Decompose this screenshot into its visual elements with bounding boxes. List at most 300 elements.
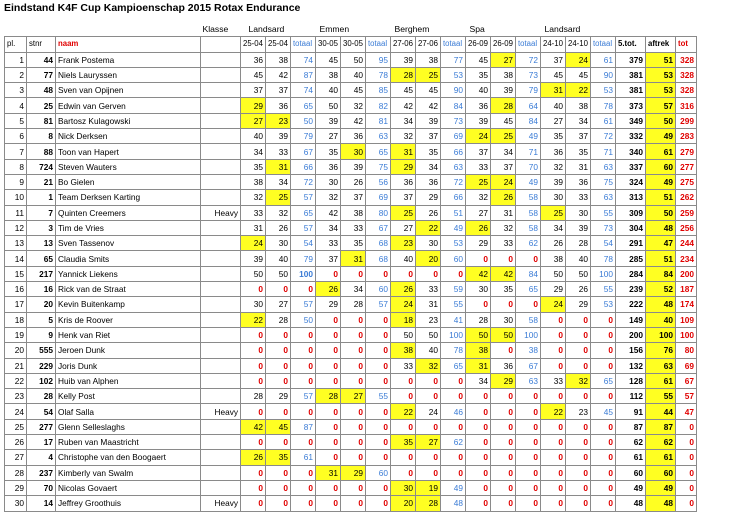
driver-name-cell: Quinten Creemers	[56, 205, 201, 220]
deduction-cell: 62	[646, 435, 676, 450]
table-row	[5, 205, 697, 220]
final-total-cell: 244	[676, 236, 697, 251]
race-score-cell: 40	[466, 83, 491, 98]
race-score-cell: 28	[566, 236, 591, 251]
venue-total-cell: 0	[591, 480, 616, 495]
venue-total-cell: 53	[441, 67, 466, 82]
race-score-cell: 0	[541, 465, 566, 480]
spacer-cell	[646, 22, 676, 37]
five-total-cell: 284	[616, 266, 646, 281]
venue-total-cell: 57	[291, 297, 316, 312]
final-total-cell: 200	[676, 266, 697, 281]
venue-total-cell: 71	[516, 144, 541, 159]
race-score-cell: 39	[316, 113, 341, 128]
start-number-cell: 54	[27, 404, 56, 419]
start-number-cell: 16	[27, 282, 56, 297]
driver-name-cell: Joris Dunk	[56, 358, 201, 373]
race-score-cell: 42	[491, 266, 516, 281]
place-cell: 8	[5, 159, 27, 174]
five-total-cell: 128	[616, 373, 646, 388]
race-score-cell: 37	[316, 251, 341, 266]
column-header-row	[5, 37, 697, 52]
race-score-cell: 33	[466, 159, 491, 174]
venue-total-cell: 53	[591, 83, 616, 98]
race-score-cell: 0	[316, 450, 341, 465]
race-score-cell: 30	[491, 312, 516, 327]
venue-total-cell: 0	[441, 389, 466, 404]
venue-total-cell: 70	[516, 159, 541, 174]
race-score-cell: 35	[241, 159, 266, 174]
final-total-cell: 187	[676, 282, 697, 297]
column-header: 30-05	[341, 37, 366, 52]
venue-total-cell: 57	[291, 220, 316, 235]
deduction-cell: 49	[646, 174, 676, 189]
five-total-cell: 60	[616, 465, 646, 480]
race-score-cell: 26	[541, 236, 566, 251]
table-row	[5, 450, 697, 465]
race-score-cell: 37	[241, 83, 266, 98]
race-score-cell: 34	[316, 220, 341, 235]
driver-name-cell: Niels Lauryssen	[56, 67, 201, 82]
venue-total-cell: 0	[591, 358, 616, 373]
deduction-cell: 47	[646, 236, 676, 251]
venue-total-cell: 84	[441, 98, 466, 113]
race-score-cell: 0	[541, 496, 566, 511]
column-header: 26-09	[466, 37, 491, 52]
final-total-cell: 47	[676, 404, 697, 419]
race-score-cell: 0	[341, 496, 366, 511]
driver-name-cell: Henk van Riet	[56, 327, 201, 342]
race-score-cell: 39	[241, 251, 266, 266]
race-score-cell: 50	[391, 327, 416, 342]
race-score-cell: 0	[266, 480, 291, 495]
race-score-cell: 35	[491, 282, 516, 297]
venue-total-cell: 66	[441, 190, 466, 205]
deduction-cell: 53	[646, 67, 676, 82]
class-cell	[201, 113, 241, 128]
venue-total-cell: 38	[516, 343, 541, 358]
race-score-cell: 45	[341, 83, 366, 98]
race-score-cell: 0	[341, 373, 366, 388]
race-score-cell: 38	[416, 52, 441, 67]
venue-total-cell: 60	[366, 465, 391, 480]
race-score-cell: 36	[491, 358, 516, 373]
race-score-cell: 27	[316, 129, 341, 144]
venue-total-cell: 0	[366, 358, 391, 373]
race-score-cell: 40	[266, 251, 291, 266]
race-score-cell: 32	[391, 129, 416, 144]
race-score-cell: 36	[416, 174, 441, 189]
venue-total-cell: 54	[291, 236, 316, 251]
race-score-cell: 39	[341, 159, 366, 174]
race-score-cell: 38	[316, 67, 341, 82]
venue-total-cell: 0	[291, 496, 316, 511]
venue-total-cell: 55	[591, 282, 616, 297]
class-cell	[201, 358, 241, 373]
venue-total-cell: 75	[366, 159, 391, 174]
venue-total-cell: 82	[366, 98, 391, 113]
race-score-cell: 38	[466, 343, 491, 358]
driver-name-cell: Christophe van den Boogaert	[56, 450, 201, 465]
race-score-cell: 28	[416, 496, 441, 511]
venue-total-cell: 0	[591, 389, 616, 404]
race-score-cell: 0	[391, 465, 416, 480]
final-total-cell: 299	[676, 113, 697, 128]
start-number-cell: 70	[27, 480, 56, 495]
race-score-cell: 37	[466, 144, 491, 159]
place-cell: 10	[5, 190, 27, 205]
race-score-cell: 27	[491, 52, 516, 67]
race-score-cell: 30	[566, 205, 591, 220]
race-score-cell: 26	[391, 282, 416, 297]
venue-total-cell: 45	[591, 404, 616, 419]
race-score-cell: 31	[466, 358, 491, 373]
place-cell: 3	[5, 83, 27, 98]
table-row	[5, 373, 697, 388]
venue-total-cell: 0	[366, 496, 391, 511]
race-score-cell: 0	[566, 465, 591, 480]
venue-total-cell: 90	[441, 83, 466, 98]
race-score-cell: 26	[566, 282, 591, 297]
race-score-cell: 25	[266, 190, 291, 205]
race-score-cell: 25	[491, 129, 516, 144]
start-number-cell: 217	[27, 266, 56, 281]
race-score-cell: 0	[316, 266, 341, 281]
venue-total-cell: 100	[591, 266, 616, 281]
race-score-cell: 0	[491, 251, 516, 266]
five-total-cell: 222	[616, 297, 646, 312]
race-score-cell: 32	[416, 358, 441, 373]
race-score-cell: 24	[466, 129, 491, 144]
table-row	[5, 251, 697, 266]
race-score-cell: 33	[316, 236, 341, 251]
table-row	[5, 435, 697, 450]
venue-total-cell: 0	[591, 450, 616, 465]
place-cell: 11	[5, 205, 27, 220]
venue-total-cell: 58	[516, 205, 541, 220]
venue-total-cell: 80	[366, 205, 391, 220]
race-score-cell: 23	[266, 113, 291, 128]
start-number-cell: 229	[27, 358, 56, 373]
race-score-cell: 26	[491, 190, 516, 205]
race-score-cell: 0	[391, 419, 416, 434]
klasse-header: Klasse	[202, 24, 229, 35]
deduction-cell: 48	[646, 220, 676, 235]
driver-name-cell: Yannick Liekens	[56, 266, 201, 281]
table-row	[5, 496, 697, 511]
spacer-cell	[676, 22, 697, 37]
place-cell: 24	[5, 404, 27, 419]
race-score-cell: 0	[541, 358, 566, 373]
table-row	[5, 67, 697, 82]
race-score-cell: 31	[241, 220, 266, 235]
race-score-cell: 38	[566, 98, 591, 113]
final-total-cell: 0	[676, 419, 697, 434]
race-score-cell: 26	[266, 220, 291, 235]
venue-total-cell: 0	[366, 404, 391, 419]
start-number-cell: 21	[27, 174, 56, 189]
race-score-cell: 0	[466, 251, 491, 266]
venue-total-cell: 65	[291, 205, 316, 220]
venue-total-cell: 74	[291, 83, 316, 98]
venue-total-cell: 84	[516, 113, 541, 128]
race-score-cell: 35	[566, 144, 591, 159]
start-number-cell: 7	[27, 205, 56, 220]
race-score-cell: 0	[566, 450, 591, 465]
race-score-cell: 0	[266, 327, 291, 342]
start-number-cell: 9	[27, 327, 56, 342]
final-total-cell: 100	[676, 327, 697, 342]
start-number-cell: 724	[27, 159, 56, 174]
race-score-cell: 0	[266, 465, 291, 480]
race-score-cell: 50	[416, 327, 441, 342]
race-score-cell: 50	[541, 266, 566, 281]
race-score-cell: 0	[316, 327, 341, 342]
table-row	[5, 159, 697, 174]
place-cell: 7	[5, 144, 27, 159]
deduction-cell: 52	[646, 282, 676, 297]
race-score-cell: 0	[566, 312, 591, 327]
column-header: totaal	[591, 37, 616, 52]
venue-total-cell: 68	[366, 236, 391, 251]
race-score-cell: 0	[541, 327, 566, 342]
race-score-cell: 0	[491, 465, 516, 480]
race-score-cell: 30	[391, 480, 416, 495]
race-score-cell: 25	[541, 205, 566, 220]
race-score-cell: 42	[416, 98, 441, 113]
venue-total-cell: 87	[291, 419, 316, 434]
race-score-cell: 0	[416, 389, 441, 404]
race-score-cell: 0	[541, 343, 566, 358]
race-score-cell: 0	[416, 419, 441, 434]
race-score-cell: 45	[266, 419, 291, 434]
venue-total-cell: 100	[516, 327, 541, 342]
venue-total-cell: 46	[441, 404, 466, 419]
start-number-cell: 3	[27, 220, 56, 235]
race-score-cell: 0	[266, 358, 291, 373]
race-score-cell: 50	[316, 98, 341, 113]
race-score-cell: 22	[241, 312, 266, 327]
race-score-cell: 0	[341, 419, 366, 434]
driver-name-cell: Kris de Roover	[56, 312, 201, 327]
race-score-cell: 36	[466, 98, 491, 113]
race-score-cell: 26	[241, 450, 266, 465]
five-total-cell: 324	[616, 174, 646, 189]
race-score-cell: 40	[316, 83, 341, 98]
venue-total-cell: 66	[291, 159, 316, 174]
race-score-cell: 0	[316, 373, 341, 388]
race-score-cell: 34	[391, 113, 416, 128]
venue-total-cell: 0	[516, 465, 541, 480]
race-score-cell: 34	[416, 159, 441, 174]
venue-total-cell: 0	[516, 480, 541, 495]
class-cell	[201, 67, 241, 82]
venue-header: Spa	[469, 24, 485, 35]
venue-total-cell: 75	[591, 174, 616, 189]
five-total-cell: 61	[616, 450, 646, 465]
standings-table	[4, 22, 697, 512]
place-cell: 17	[5, 297, 27, 312]
venue-total-cell: 65	[516, 282, 541, 297]
race-score-cell: 30	[241, 297, 266, 312]
five-total-cell: 49	[616, 480, 646, 495]
race-score-cell: 0	[466, 450, 491, 465]
driver-name-cell: Sven van Opijnen	[56, 83, 201, 98]
driver-name-cell: Claudia Smits	[56, 251, 201, 266]
race-score-cell: 35	[266, 450, 291, 465]
venue-total-cell: 55	[591, 205, 616, 220]
table-row	[5, 297, 697, 312]
race-score-cell: 29	[241, 98, 266, 113]
start-number-cell: 20	[27, 297, 56, 312]
venue-total-cell: 54	[591, 236, 616, 251]
race-score-cell: 45	[466, 52, 491, 67]
race-score-cell: 0	[491, 450, 516, 465]
venue-total-cell: 48	[441, 496, 466, 511]
race-score-cell: 32	[341, 98, 366, 113]
venue-total-cell: 0	[591, 435, 616, 450]
race-score-cell: 35	[416, 144, 441, 159]
venue-total-cell: 58	[516, 190, 541, 205]
venue-total-cell: 0	[591, 496, 616, 511]
race-score-cell: 0	[491, 480, 516, 495]
race-score-cell: 23	[391, 236, 416, 251]
race-score-cell: 29	[491, 373, 516, 388]
five-total-cell: 91	[616, 404, 646, 419]
venue-total-cell: 72	[441, 174, 466, 189]
race-score-cell: 45	[416, 83, 441, 98]
final-total-cell: 67	[676, 373, 697, 388]
venue-total-cell: 95	[366, 52, 391, 67]
race-score-cell: 20	[391, 496, 416, 511]
race-score-cell: 29	[566, 297, 591, 312]
venue-total-cell: 0	[516, 251, 541, 266]
place-cell: 28	[5, 465, 27, 480]
race-score-cell: 0	[566, 389, 591, 404]
venue-total-cell: 62	[441, 435, 466, 450]
column-header: stnr	[27, 37, 56, 52]
race-score-cell: 32	[316, 190, 341, 205]
venue-total-cell: 61	[591, 52, 616, 67]
column-header: totaal	[366, 37, 391, 52]
venue-total-cell: 79	[516, 83, 541, 98]
race-score-cell: 0	[491, 389, 516, 404]
race-score-cell: 37	[541, 52, 566, 67]
final-total-cell: 109	[676, 312, 697, 327]
race-score-cell: 0	[316, 312, 341, 327]
race-score-cell: 27	[541, 113, 566, 128]
class-cell	[201, 389, 241, 404]
race-score-cell: 50	[491, 327, 516, 342]
class-cell	[201, 220, 241, 235]
race-score-cell: 36	[391, 174, 416, 189]
venue-total-cell: 84	[516, 266, 541, 281]
start-number-cell: 28	[27, 389, 56, 404]
race-score-cell: 34	[491, 144, 516, 159]
race-score-cell: 42	[341, 113, 366, 128]
column-header: pl.	[5, 37, 27, 52]
race-score-cell: 22	[391, 404, 416, 419]
race-score-cell: 0	[241, 282, 266, 297]
table-row	[5, 343, 697, 358]
deduction-cell: 51	[646, 251, 676, 266]
venue-total-cell: 67	[516, 358, 541, 373]
venue-total-cell: 64	[516, 98, 541, 113]
race-score-cell: 36	[566, 174, 591, 189]
race-score-cell: 0	[466, 435, 491, 450]
race-score-cell: 0	[391, 373, 416, 388]
race-score-cell: 42	[241, 419, 266, 434]
driver-name-cell: Frank Postema	[56, 52, 201, 67]
column-header: 24-10	[566, 37, 591, 52]
race-score-cell: 34	[466, 373, 491, 388]
venue-total-cell: 63	[516, 373, 541, 388]
deduction-cell: 61	[646, 373, 676, 388]
final-total-cell: 277	[676, 159, 697, 174]
race-score-cell: 25	[391, 205, 416, 220]
venue-total-cell: 0	[516, 404, 541, 419]
venue-total-cell: 57	[366, 297, 391, 312]
venue-total-cell: 50	[291, 312, 316, 327]
venue-total-cell: 0	[591, 327, 616, 342]
final-total-cell: 279	[676, 144, 697, 159]
race-score-cell: 0	[391, 389, 416, 404]
column-header: 24-10	[541, 37, 566, 52]
race-score-cell: 32	[566, 373, 591, 388]
venue-total-cell: 56	[366, 174, 391, 189]
race-score-cell: 0	[491, 343, 516, 358]
start-number-cell: 17	[27, 435, 56, 450]
venue-total-cell: 0	[366, 266, 391, 281]
driver-name-cell: Rick van de Straat	[56, 282, 201, 297]
driver-name-cell: Ruben van Maastricht	[56, 435, 201, 450]
race-score-cell: 29	[316, 297, 341, 312]
venue-total-cell: 0	[591, 312, 616, 327]
deduction-cell: 60	[646, 159, 676, 174]
five-total-cell: 304	[616, 220, 646, 235]
race-score-cell: 39	[391, 52, 416, 67]
venue-total-cell: 0	[366, 327, 391, 342]
driver-name-cell: Sven Tassenov	[56, 236, 201, 251]
venue-total-cell: 67	[366, 220, 391, 235]
race-score-cell: 25	[416, 67, 441, 82]
deduction-cell: 51	[646, 190, 676, 205]
race-score-cell: 0	[491, 496, 516, 511]
place-cell: 4	[5, 98, 27, 113]
race-score-cell: 23	[416, 312, 441, 327]
place-cell: 27	[5, 450, 27, 465]
place-cell: 23	[5, 389, 27, 404]
venue-total-cell: 0	[366, 343, 391, 358]
driver-name-cell: Huib van Alphen	[56, 373, 201, 388]
venue-total-cell: 50	[291, 113, 316, 128]
race-score-cell: 0	[466, 404, 491, 419]
race-score-cell: 0	[391, 450, 416, 465]
race-score-cell: 22	[416, 220, 441, 235]
class-cell	[201, 480, 241, 495]
class-cell	[201, 419, 241, 434]
race-score-cell: 0	[541, 389, 566, 404]
race-score-cell: 25	[466, 174, 491, 189]
venue-total-cell: 65	[291, 98, 316, 113]
race-score-cell: 36	[541, 144, 566, 159]
final-total-cell: 328	[676, 83, 697, 98]
venue-total-cell: 57	[291, 190, 316, 205]
class-cell	[201, 190, 241, 205]
race-score-cell: 31	[541, 83, 566, 98]
column-header: totaal	[291, 37, 316, 52]
race-score-cell: 0	[341, 480, 366, 495]
